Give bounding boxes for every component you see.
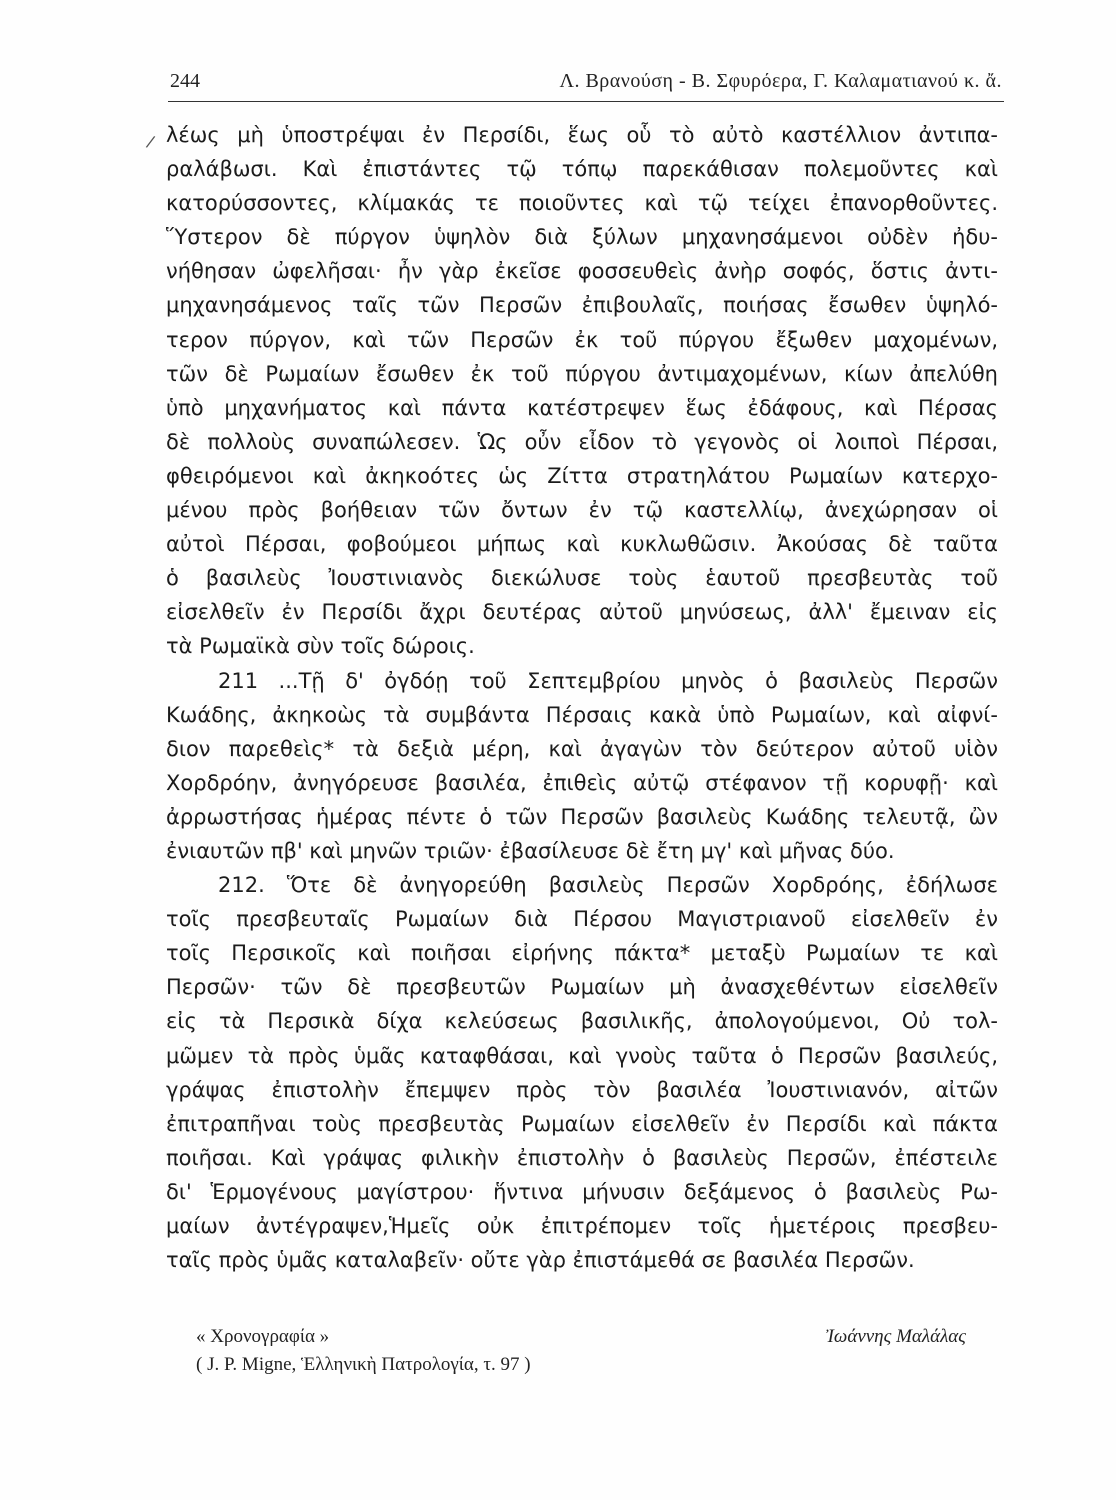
text-line: ἐνιαυτῶν πβ' καὶ μηνῶν τριῶν· ἐβασίλευσε δὲ ἔτη μγ' καὶ μῆνας δύο. bbox=[166, 838, 895, 863]
page-number: 244 bbox=[170, 70, 200, 92]
body-text bbox=[166, 118, 998, 1277]
text-line: ὁ βασιλεὺς Ἰουστινιανὸς διεκώλυσε τοὺς ἑαυτοῦ πρεσβευτὰς τοῦ bbox=[166, 566, 998, 591]
text-line: τερον πύργον, καὶ τῶν Περσῶν ἐκ τοῦ πύργου ἔξωθεν μαχομένων, bbox=[166, 327, 998, 352]
text-line: Ὕστερον δὲ πύργον ὑψηλὸν διὰ ξύλων μηχανησάμενοι οὐδὲν ἠδυ- bbox=[166, 225, 998, 250]
running-title: Λ. Βρανούση - Β. Σφυρόερα, Γ. Καλαματιανού κ. ἄ. bbox=[559, 70, 1002, 92]
text-line: δὲ πολλοὺς συναπώλεσεν. Ὡς οὖν εἶδον τὸ γεγονὸς οἱ λοιποὶ Πέρσαι, bbox=[166, 429, 998, 454]
text-line: δι' Ἑρμογένους μαγίστρου· ἥντινα μήνυσιν δεξάμενος ὁ βασιλεὺς Ρω- bbox=[166, 1179, 998, 1204]
text-line: μῶμεν τὰ πρὸς ὑμᾶς καταφθάσαι, καὶ γνοὺς ταῦτα ὁ Περσῶν βασιλεύς, bbox=[166, 1043, 998, 1068]
running-header bbox=[170, 70, 1002, 100]
text-line: τοῖς πρεσβευταῖς Ρωμαίων διὰ Πέρσου Μαγιστριανοῦ εἰσελθεῖν ἐν bbox=[166, 907, 998, 932]
source-citation: ( J. P. Migne, Ἑλληνικὴ Πατρολογία, τ. 97 ) bbox=[196, 1354, 531, 1375]
text-line: ἐπιτραπῆναι τοὺς πρεσβευτὰς Ρωμαίων εἰσελθεῖν ἐν Περσίδι καὶ πάκτα bbox=[166, 1111, 998, 1136]
text-line: Κωάδης, ἀκηκοὼς τὰ συμβάντα Πέρσαις κακὰ ὑπὸ Ρωμαίων, καὶ αἰφνί- bbox=[166, 702, 998, 727]
text-line: μένου πρὸς βοήθειαν τῶν ὄντων ἐν τῷ καστελλίῳ, ἀνεχώρησαν οἱ bbox=[166, 498, 998, 523]
text-line: νήθησαν ὠφελῆσαι· ἦν γὰρ ἐκεῖσε φοσσευθεὶς ἀνὴρ σοφός, ὅστις ἀντι- bbox=[166, 259, 998, 284]
text-line: τοῖς Περσικοῖς καὶ ποιῆσαι εἰρήνης πάκτα* μεταξὺ Ρωμαίων τε καὶ bbox=[166, 941, 998, 966]
source-author: Ἰωάννης Μαλάλας bbox=[825, 1326, 966, 1347]
text-line: κατορύσσοντες, κλίμακάς τε ποιοῦντες καὶ τῷ τείχει ἐπανορθοῦντες. bbox=[166, 191, 998, 216]
text-line: Χορδρόην, ἀνηγόρευσε βασιλέα, ἐπιθεὶς αὐτῷ στέφανον τῇ κορυφῇ· καὶ bbox=[166, 770, 998, 795]
source-title: « Χρονογραφία » bbox=[196, 1326, 330, 1347]
text-line: τῶν δὲ Ρωμαίων ἔσωθεν ἐκ τοῦ πύργου ἀντιμαχομένων, κίων ἀπελύθη bbox=[166, 361, 998, 386]
header-rule bbox=[168, 101, 1004, 102]
text-line: γράψας ἐπιστολὴν ἔπεμψεν πρὸς τὸν βασιλέα Ἰουστινιανόν, αἰτῶν bbox=[166, 1077, 998, 1102]
text-line: λέως μὴ ὑποστρέψαι ἐν Περσίδι, ἕως οὗ τὸ αὐτὸ καστέλλιον ἀντιπα- bbox=[166, 123, 998, 147]
text-line: φθειρόμενοι καὶ ἀκηκοότες ὡς Ζίττα στρατηλάτου Ρωμαίων κατερχο- bbox=[166, 463, 998, 488]
text-line: μηχανησάμενος ταῖς τῶν Περσῶν ἐπιβουλαῖς, ποιήσας ἔσωθεν ὑψηλό- bbox=[166, 293, 998, 318]
text-line: 211 ...Τῇ δ' ὀγδόῃ τοῦ Σεπτεμβρίου μηνὸς ὁ βασιλεὺς Περσῶν bbox=[218, 668, 998, 693]
text-line: εἰς τὰ Περσικὰ δίχα κελεύσεως βασιλικῆς, ἀπολογούμενοι, Οὐ τολ- bbox=[166, 1009, 998, 1034]
text-line: 212. Ὅτε δὲ ἀνηγορεύθη βασιλεὺς Περσῶν Χορδρόης, ἐδήλωσε bbox=[218, 873, 998, 898]
text-line: τὰ Ρωμαϊκὰ σὺν τοῖς δώροις. bbox=[166, 634, 475, 659]
text-line: ραλάβωσι. Καὶ ἐπιστάντες τῷ τόπῳ παρεκάθισαν πολεμοῦντες καὶ bbox=[166, 157, 998, 182]
text-line: μαίων ἀντέγραψεν,Ἡμεῖς οὐκ ἐπιτρέπομεν τοῖς ἡμετέροις πρεσβευ- bbox=[166, 1214, 998, 1238]
margin-mark: / bbox=[144, 131, 157, 152]
text-line: ταῖς πρὸς ὑμᾶς καταλαβεῖν· οὔτε γὰρ ἐπιστάμεθά σε βασιλέα Περσῶν. bbox=[166, 1248, 915, 1273]
text-line: εἰσελθεῖν ἐν Περσίδι ἄχρι δευτέρας αὐτοῦ μηνύσεως, ἀλλ' ἔμειναν εἰς bbox=[166, 600, 998, 625]
text-line: ἀρρωστήσας ἡμέρας πέντε ὁ τῶν Περσῶν βασιλεὺς Κωάδης τελευτᾷ, ὢν bbox=[166, 804, 998, 829]
source-footer bbox=[196, 1326, 966, 1382]
text-line: Περσῶν· τῶν δὲ πρεσβευτῶν Ρωμαίων μὴ ἀνασχεθέντων εἰσελθεῖν bbox=[166, 975, 998, 1000]
text-line: ὑπὸ μηχανήματος καὶ πάντα κατέστρεψεν ἕως ἐδάφους, καὶ Πέρσας bbox=[166, 395, 998, 420]
text-line: αὐτοὶ Πέρσαι, φοβούμεοι μήπως καὶ κυκλωθῶσιν. Ἀκούσας δὲ ταῦτα bbox=[166, 532, 998, 557]
text-line: ποιῆσαι. Καὶ γράψας φιλικὴν ἐπιστολὴν ὁ βασιλεὺς Περσῶν, ἐπέστειλε bbox=[166, 1145, 998, 1170]
text-line: διον παρεθεὶς* τὰ δεξιὰ μέρη, καὶ ἀγαγὼν τὸν δεύτερον αὐτοῦ υἱὸν bbox=[166, 736, 998, 761]
